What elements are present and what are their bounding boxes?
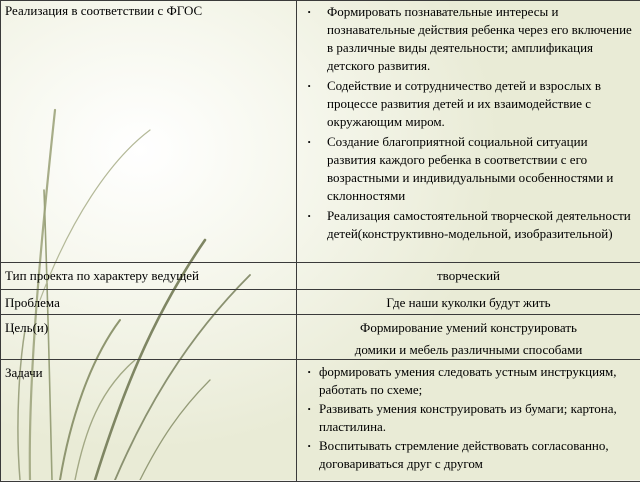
fgos-content-cell — [297, 1, 640, 263]
problem-value: Где наши куколки будут жить — [297, 290, 640, 312]
table-row-tasks — [1, 360, 640, 482]
goal-value-cell — [297, 315, 640, 360]
list-item: · Реализация самостоятельной творческой деятельности детей(конструктивно-модельной, изобразительной) — [307, 207, 636, 243]
list-item: · Развивать умения конструировать из бумаги; картона, пластилина. — [307, 400, 636, 436]
goal-line-1: Формирование умений конструировать — [297, 315, 640, 337]
type-value: творческий — [297, 263, 640, 285]
problem-label: Проблема — [1, 290, 296, 311]
tasks-label: Задачи — [1, 360, 296, 381]
table-row-fgos — [1, 1, 640, 263]
tasks-list — [297, 360, 640, 473]
problem-label-cell — [1, 290, 297, 315]
problem-value-cell — [297, 290, 640, 315]
type-label-cell — [1, 263, 297, 290]
table-row-goal — [1, 315, 640, 360]
goal-label: Цель(и) — [1, 315, 296, 336]
list-item: · Создание благоприятной социальной ситуации развития каждого ребенка в соответствии с его возрастными и индивидуальными особенностями и склонностями — [307, 133, 636, 205]
list-item: · Формировать познавательные интересы и познавательные действия ребенка через его включение в различные виды деятельности; амплификация детского развития. — [307, 3, 636, 75]
fgos-label: Реализация в соответствии с ФГОС — [1, 1, 296, 19]
type-label: Тип проекта по характеру ведущей — [1, 263, 296, 284]
list-item: · формировать умения следовать устным инструкциям, работать по схеме; — [307, 363, 636, 399]
table-row-problem — [1, 290, 640, 315]
fgos-list — [297, 1, 640, 243]
goal-label-cell — [1, 315, 297, 360]
table-row-type — [1, 263, 640, 290]
tasks-label-cell — [1, 360, 297, 482]
list-item: · Содействие и сотрудничество детей и взрослых в процессе развития детей и их взаимодействие с окружающим миром. — [307, 77, 636, 131]
goal-line-2: домики и мебель различными способами — [297, 337, 640, 359]
list-item: · Воспитывать стремление действовать согласованно, договариваться друг с другом — [307, 437, 636, 473]
fgos-label-cell — [1, 1, 297, 263]
type-value-cell — [297, 263, 640, 290]
tasks-content-cell — [297, 360, 640, 482]
